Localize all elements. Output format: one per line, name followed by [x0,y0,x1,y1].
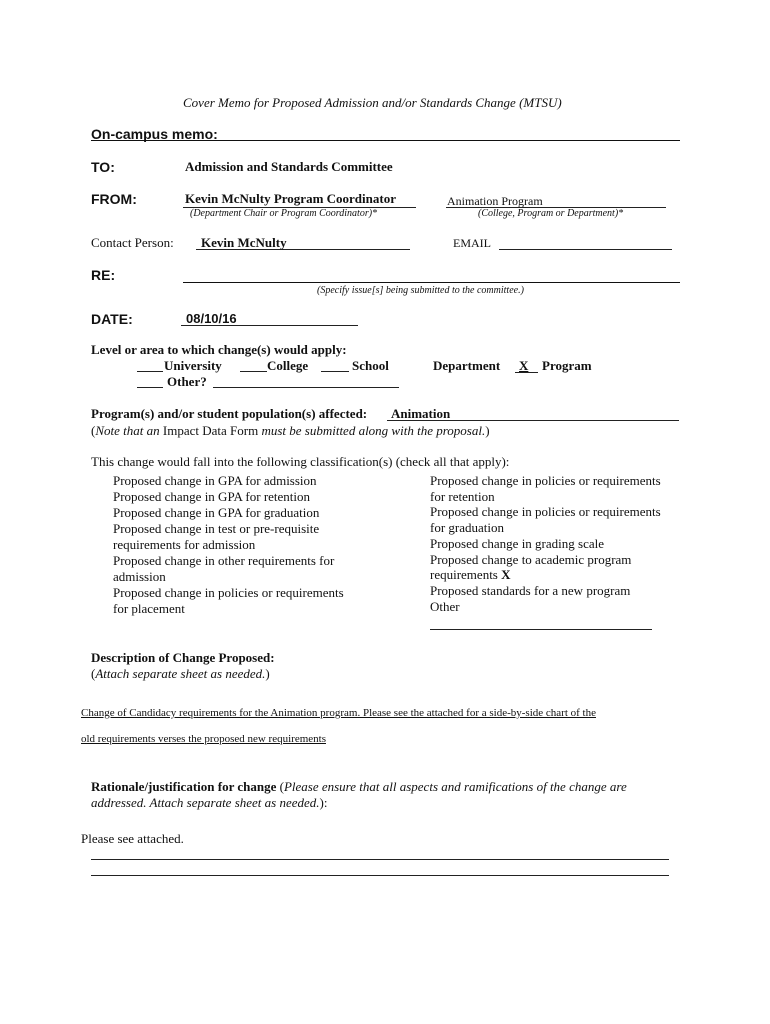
level-program: Program [542,358,592,373]
classification-item-cont: requirements X [430,567,511,583]
contact-label: Contact Person: [91,235,174,250]
classification-item[interactable]: Proposed change in policies or requirements [430,504,661,520]
classification-item[interactable]: Proposed change in policies or requirements [430,473,661,488]
re-label: RE: [91,267,116,283]
classification-item[interactable]: Proposed change to academic program [430,551,632,567]
memo-heading-rule [91,140,680,141]
classification-right-list [430,473,661,614]
from-value[interactable]: Kevin McNulty Program Coordinator [185,191,396,206]
level-department: Department [433,358,501,373]
classification-item[interactable]: Proposed change in other requirements for [113,553,335,568]
level-school: School [352,358,389,373]
classification-item[interactable]: Proposed change in policies or requirements [113,585,344,600]
date-value[interactable]: 08/10/16 [186,311,237,326]
email-field[interactable] [499,249,672,250]
re-field[interactable] [183,282,680,283]
description-note-text: Attach separate sheet as needed. [95,666,266,681]
from-label: FROM: [91,191,137,207]
date-label: DATE: [91,311,133,327]
memo-title: Cover Memo for Proposed Admission and/or Standards Change (MTSU) [183,95,562,110]
description-heading: Description of Change Proposed: [91,650,275,665]
programs-note: (Note that an Impact Data Form must be submitted along with the proposal.) [91,423,490,438]
classification-item[interactable]: Proposed change in GPA for admission [113,473,317,488]
dept-value[interactable]: Animation Program [447,194,543,208]
contact-underline [196,249,410,250]
email-label: EMAIL [453,236,491,250]
classification-item[interactable]: Proposed change in GPA for graduation [113,505,320,520]
other-blank[interactable] [137,387,163,388]
re-caption: (Specify issue[s] being submitted to the committee.) [317,285,524,296]
rationale-note: Please ensure that all aspects and ramifications of the change are addressed. Attach separate sheet as needed. [91,779,627,810]
note-post: must be submitted along with the proposal. [261,423,486,438]
programs-value[interactable]: Animation [391,406,451,421]
note-impact-form: Impact Data Form [162,423,259,438]
level-university: University [164,358,222,373]
classification-intro: This change would fall into the following classification(s) (check all that apply): [91,454,510,469]
school-blank[interactable] [321,371,349,372]
program-mark[interactable]: X [519,358,529,373]
classification-item[interactable]: Proposed change in GPA for retention [113,489,311,504]
classification-item[interactable]: Proposed standards for a new program [430,582,631,598]
description-line-2[interactable]: old requirements verses the proposed new requirements [81,733,326,745]
classification-item-cont: requirements for admission [113,537,256,552]
classification-item-cont: for retention [430,488,495,504]
level-other: Other? [167,374,207,389]
to-label: TO: [91,159,115,175]
date-underline [181,325,358,326]
classification-item-cont: for placement [113,601,185,616]
from-caption: (Department Chair or Program Coordinator)* [190,208,378,219]
programs-underline [387,420,679,421]
selected-x-mark[interactable]: X [501,567,511,583]
description-note: (Attach separate sheet as needed.) [91,666,270,681]
dept-caption: (College, Program or Department)* [478,208,624,219]
programs-label: Program(s) and/or student population(s) affected: [91,406,368,421]
rationale-heading: Rationale/justification for change [91,779,277,794]
to-value: Admission and Standards Committee [185,159,393,174]
program-blank [515,372,538,373]
classification-item[interactable]: Proposed change in test or pre-requisite [113,521,320,536]
university-blank[interactable] [137,371,163,372]
rationale-line-2[interactable] [91,875,669,876]
classification-left-list [113,473,344,617]
other-field[interactable] [213,387,399,388]
contact-value[interactable]: Kevin McNulty [201,235,287,250]
classification-item[interactable]: Other [430,598,460,614]
description-line-1[interactable]: Change of Candidacy requirements for the Animation program. Please see the attached for a side-by-side chart of the [81,707,596,719]
note-pre: Note that an [95,423,160,438]
other-classification-field[interactable] [430,629,652,630]
college-blank[interactable] [240,371,267,372]
rationale-line-1[interactable] [91,859,669,860]
rationale-block: Rationale/justification for change (Please ensure that all aspects and ramifications of the change are addressed. Attach separate sheet as needed.): [91,779,627,810]
rationale-answer[interactable]: Please see attached. [81,831,184,846]
memo-heading: On-campus memo: [91,126,218,142]
classification-item[interactable]: Proposed change in grading scale [430,535,605,551]
classification-item-cont: admission [113,569,166,584]
classification-item-cont: for graduation [430,520,505,536]
level-college: College [267,358,309,373]
level-heading: Level or area to which change(s) would apply: [91,342,347,357]
